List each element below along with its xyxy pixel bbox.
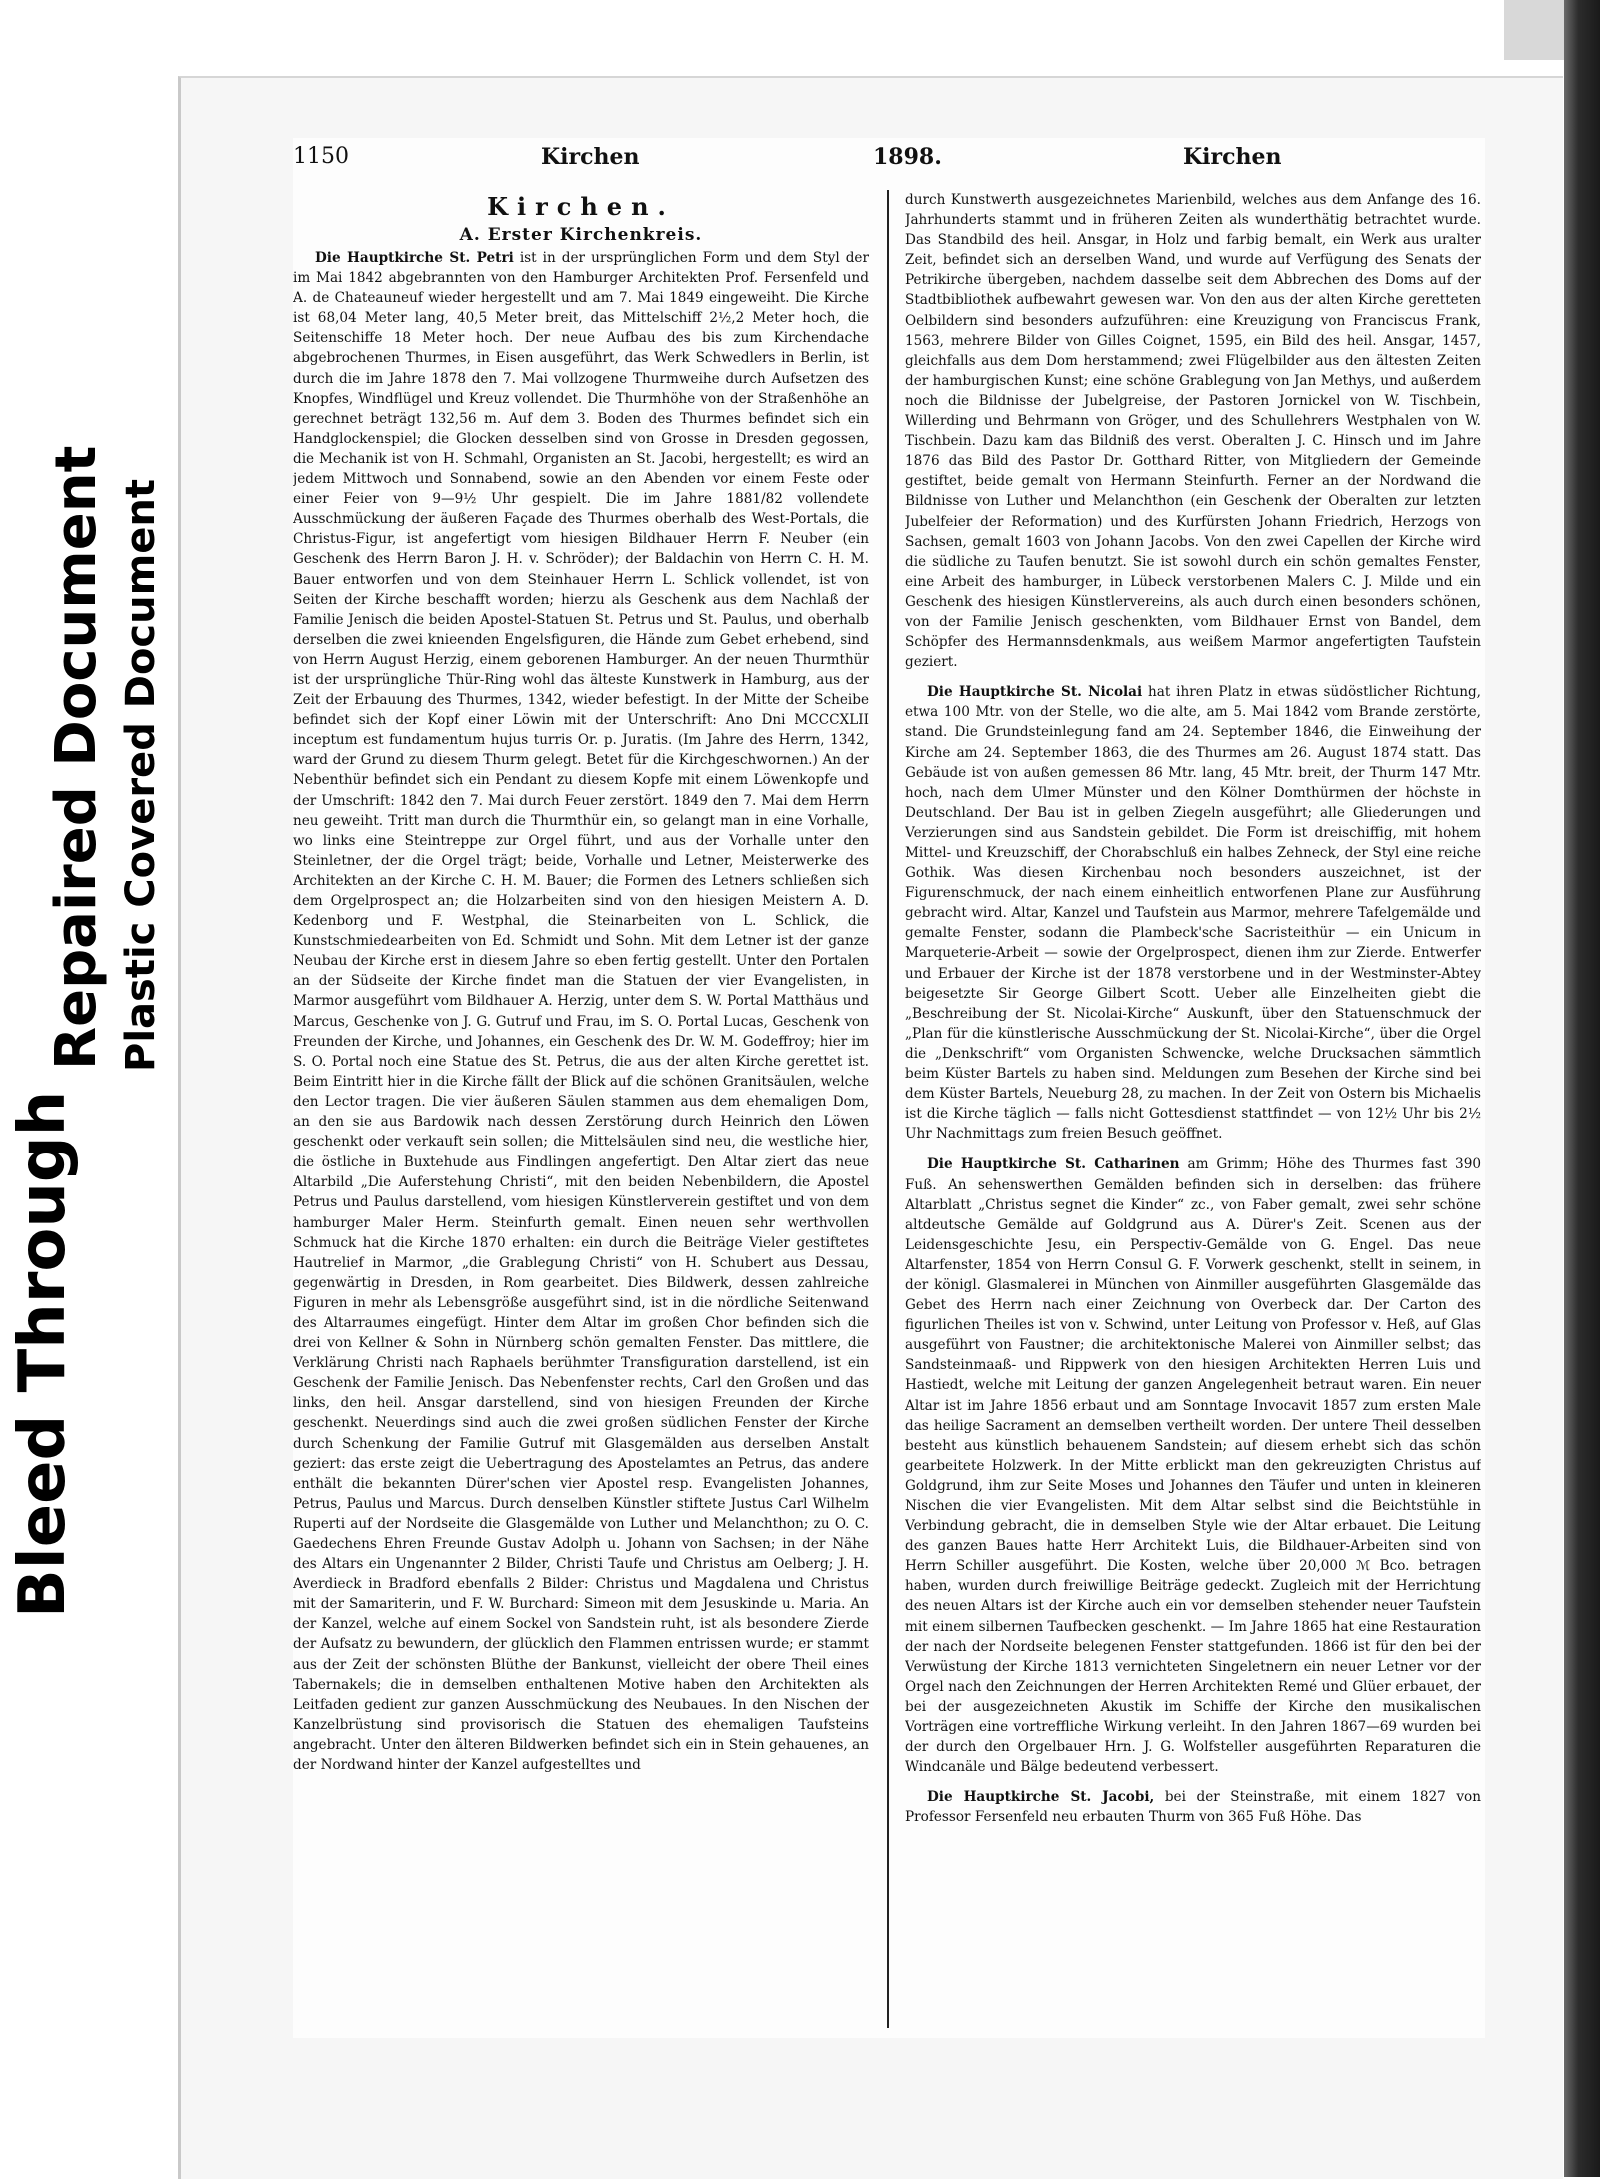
petri-text: ist in der ursprünglichen Form und dem Styl der im Mai 1842 abgebrannten von den Hamburger Architekten Prof. Fersenfeld und A. de Chateauneuf wieder hergestellt und am 7. Mai 1849 eingeweiht. Die Kirche ist 68,04 Meter lang, 40,5 Meter breit, das Mittelschiff 2½,2 Meter hoch, die Seitenschiffe 18 Meter hoch. Der neue Aufbau des bis zum Kirchendache abgebrochenen Thurmes, in Eisen ausgeführt, das Werk Schwedlers in Berlin, ist durch die im Jahre 1878 den 7. Mai vollzogene Thurmweihe durch Aufsetzen des Knopfes, Windflügel und Kreuz vollendet. Die Thurmhöhe von der Straßenhöhe an gerechnet beträgt 132,56 m. Auf dem 3. Boden des Thurmes befindet sich ein Handglockenspiel; die Glocken desselben sind von Grosse in Dresden gegossen, die Mechanik ist von H. Schmahl, Organisten an St. Jacobi, hergestellt; es wird an jedem Mittwoch und Sonnabend, sowie an den Abenden vor einem Feste oder einer Feier von 9—9½ Uhr gespielt. Die im Jahre 1881/82 vollendete Ausschmückung der äußeren Façade des Thurmes oberhalb des West-Portals, die Christus-Figur, ist angefertigt vom hiesigen Bildhauer Herrn F. Neuber (ein Geschenk des Herrn Baron J. H. v. Schröder); der Baldachin von Herrn C. H. M. Bauer entworfen und von dem Steinhauer Herrn L. Schlick vollendet, ist von Seiten der Kirche beschafft worden; hierzu als Geschenk aus dem Nachlaß der Familie Jenisch die beiden Apostel-Statuen St. Petrus und St. Paulus, und oberhalb derselben die zwei knieenden Engelsfiguren, die Hände zum Gebet erhebend, sind von Herrn August Herzig, einem geborenen Hamburger. An der neuen Thurmthür ist der ursprüngliche Thür-Ring wohl das älteste Kunstwerk in Hamburg, aus der Zeit der Erbauung des Thurmes, 1342, wieder befestigt. In der Mitte der Scheibe befindet sich der Kopf einer Löwin mit der Unterschrift: Ano Dni MCCCXLII inceptum est fundamentum hujus turris Or. p. Juratis. (Im Jahre des Herrn, 1342, ward der Grund zu diesem Thurm gelegt. Betet für die Kirchgeschwornen.) An der Nebenthür befindet sich ein Pendant zu diesem Kopfe mit einem Löwenkopfe und der Umschrift: 1842 den 7. Mai durch Feuer zerstört. 1849 den 7. Mai dem Herrn neu geweiht. Tritt man durch die Thurmthür ein, so gelangt man in eine Vorhalle, wo links eine Steintreppe zur Orgel führt, und aus der Vorhalle unter den Steinletner, der die Orgel trägt; beide, Vorhalle und Letner, Meisterwerke des Architekten an der Kirche C. H. M. Bauer; die Formen des Letners schließen sich dem Orgelprospect an; die Holzarbeiten sind von den hiesigen Meistern A. D. Kedenborg und F. Westphal, die Steinarbeiten von L. Schlick, die Kunstschmiedearbeiten von Ed. Schmidt und Sohn. Mit dem Letner ist der ganze Neubau der Kirche erst in diesem Jahre so eben fertig gestellt. Unter den Portalen an der Südseite der Kirche findet man die Statuen der vier Evangelisten, in Marmor ausgeführt vom Bildhauer A. Herzig, unter dem S. W. Portal Matthäus und Marcus, Geschenke von J. G. Gutruf und Frau, im S. O. Portal Lucas, Geschenk von Freunden der Kirche, und Johannes, ein Geschenk des Dr. W. M. Godeffroy; hier im S. O. Portal noch eine Statue des St. Petrus, die aus der alten Kirche gerettet ist. Beim Eintritt hier in die Kirche fällt der Blick auf die schönen Granitsäulen, welche den Lector tragen. Die vier äußeren Säulen stammen aus dem ehemaligen Dom, an den sie aus Bardowik nach dessen Zerstörung durch Heinrich den Löwen geschenkt oder verkauft sein sollen; die Mittelsäulen sind neu, die westliche hier, die östliche in Buxtehude aus Findlingen angefertigt. Den Altar ziert das neue Altarbild „Die Auferstehung Christi“, mit den beiden Nebenbildern, die Apostel Petrus und Paulus darstellend, vom hiesigen Künstlerverein gestiftet und von dem hamburger Maler Herm. Steinfurth gemalt. Einen neuen sehr werthvollen Schmuck hat die Kirche 1870 erhalten: ein durch die Beiträge Vieler gestiftetes Hautrelief in Marmor, „die Grablegung Christi“ von H. Schubert aus Dessau, gegenwärtig in Dresden, in Rom gearbeitet. Dies Bildwerk, dessen zahlreiche Figuren in mehr als Lebensgröße ausgeführt sind, ist in die nördliche Seitenwand des Altarraumes eingefügt. Hinter dem Altar im großen Chor befinden sich die drei von Kellner & Sohn in Nürnberg schön gemalten Fenster. Das mittlere, die Verklärung Christi nach Raphaels berühmter Transfiguration darstellend, ist ein Geschenk der Familie Jenisch. Das Nebenfenster rechts, Carl den Großen und das links, den heil. Ansgar darstellend, sind von hiesigen Freunden der Kirche geschenkt. Neuerdings sind auch die zwei großen südlichen Fenster der Kirche durch Schenkung der Familie Gutruf mit Glasgemälden aus derselben Anstalt geziert: das erste zeigt die Uebertragung des Apostelamtes an Petrus, das andere enthält die bekannten Dürer'schen vier Apostel resp. Evangelisten Johannes, Petrus, Paulus und Marcus. Durch denselben Künstler stiftete Justus Carl Wilhelm Ruperti auf der Nordseite die Glasgemälde von Luther und Melanchthon; zu O. C. Gaedechens Ehren Freunde Gustav Adolph u. Johann von Sachsen; in der Nähe des Altars ein Ungenannter 2 Bilder, Christi Taufe und Christus am Oelberg; J. H. Averdieck in Bradford ebenfalls 2 Bilder: Christus und Magdalena und Christus mit der Samariterin, und F. W. Burchard: Simeon mit dem Jesuskinde u. Maria. An der Kanzel, welche auf einem Sockel von Sandstein ruht, ist als besondere Zierde der Aufsatz zu bewundern, der glücklich den Flammen entrissen wurde; er stammt aus der Zeit der schönsten Blüthe der Bankunst, vielleicht der obere Theil eines Tabernakels; die in demselben enthaltenen Motive haben den Architekten als Leitfaden gedient zur ganzen Ausschmückung des Neubaues. In den Nischen der Kanzelbrüstung sind provisorisch die Statuen des ehemaligen Taufsteins angebracht. Unter den älteren Bildwerken befindet sich ein in Stein gehauenes, an der Nordwand hinter der Kanzel aufgestelltes und [293,250,869,1774]
catharinen-heading: Die Hauptkirche St. Catharinen [927,1156,1180,1173]
running-year: 1898. [873,144,942,170]
running-title-right: Kirchen [1183,144,1282,170]
running-head [293,138,1485,178]
scan-background [1504,0,1564,60]
petri-continuation: durch Kunstwerth ausgezeichnetes Marienbild, welches aus dem Anfange des 16. Jahrhunderts stammt und in früheren Zeiten als wunderthätig betrachtet wurde. Das Standbild des heil. Ansgar, in Holz und farbig bemalt, ein Werk aus uralter Zeit, befindet sich an derselben Wand, und wurde auf Verfügung des Senats der Petrikirche übergeben, nachdem dasselbe seit dem Abbrechen des Doms auf der Stadtbibliothek aufbewahrt gewesen war. Von den aus der alten Kirche geretteten Oelbildern sind besonders aufzuführen: eine Kreuzigung von Franciscus Frank, 1563, mehrere Bilder von Gilles Coignet, 1595, ein Bild des heil. Ansgar, 1457, gleichfalls aus dem Dom herstammend; zwei Flügelbilder aus den ältesten Zeiten der hamburgischen Kunst; eine schöne Grablegung von Jan Methys, und außerdem noch die Bildnisse der Jubelgreise, der Pastoren Jornickel von W. Tischbein, Willerding und Behrmann von Gröger, und des Schullehrers Westphalen von W. Tischbein. Dazu kam das Bildniß des verst. Oberalten J. C. Hinsch und im Jahre 1876 das Bild des Pastor Dr. Gotthard Ritter, von Mitgliedern der Gemeinde gestiftet, beide gemalt von Hermann Steinfurth. Ferner an der Nordwand die Bildnisse von Luther und Melanchthon (ein Geschenk der Oberalten zur letzten Jubelfeier der Reformation) und des Kurfürsten Johann Friedrich, Herzogs von Sachsen, gemalt 1603 von Johann Jacobs. Von den zwei Capellen der Kirche wird die südliche zu Taufen benutzt. Sie ist sowohl durch ein schön gemaltes Fenster, eine Arbeit des hamburger, in Lübeck verstorbenen Malers C. J. Milde und ein Geschenk des hiesigen Künstlervereins, als auch durch einen besonders schönen, von der Familie Jenisch geschenkten, vom Bildhauer Ernst von Bandel, dem Schöpfer des Hermannsdenkmals, aus weißem Marmor angefertigten Taufstein geziert. [905,192,1481,671]
running-title-left: Kirchen [541,144,640,170]
column-divider [887,190,889,2028]
jacobi-entry [905,1787,1481,1827]
repaired-document-label: Repaired Document [44,445,109,1070]
left-column [293,190,869,2030]
plastic-covered-label: Plastic Covered Document [118,478,164,1072]
section-subtitle: A. Erster Kirchenkreis. [459,225,703,245]
page-number: 1150 [293,144,349,169]
petri-entry [293,248,869,1775]
nicolai-entry [905,682,1481,1144]
catharinen-text: am Grimm; Höhe des Thurmes fast 390 Fuß. An sehenswerthen Gemälden befinden sich in derselben: das frühere Altarblatt „Christus segnet die Kinder“ zc., von Faber gemalt, zwei sehr schöne altdeutsche Gemälde auf Goldgrund aus A. Dürer's Zeit. Scenen aus der Leidensgeschichte Jesu, ein Perspectiv-Gemälde von G. Engel. Das neue Altarfenster, 1854 von Herrn Consul G. F. Vorwerk geschenkt, stellt in seinem, in der königl. Glasmalerei in München von Ainmiller ausgeführten Glasgemälde das Gebet des Herrn nach einer Zeichnung von Overbeck dar. Der Carton des figurlichen Theiles ist von v. Schwind, unter Leitung von Professor v. Heß, auf Glas ausgeführt von Faustner; die architektonische Malerei von Ainmiller selbst; das Sandsteinmaaß- und Rippwerk von den hiesigen Architekten Herren Luis und Hastiedt, welche mit Leitung der ganzen Angelegenheit betraut waren. Ein neuer Altar ist im Jahre 1856 erbaut und am Sonntage Invocavit 1857 zum ersten Male das heilige Sacrament an demselben vertheilt worden. Der untere Theil desselben besteht aus künstlich behauenem Sandstein; auf diesem erhebt sich das schön gearbeitete Holzwerk. In der Mitte erblickt man den gekreuzigten Christus auf Goldgrund, ihm zur Seite Moses und Johannes den Täufer und unten in kleineren Nischen die vier Evangelisten. Mit dem Altar selbst sind die Beichtstühle in Verbindung gebracht, die in demselben Style wie der Altar erbauet. Die Leitung des ganzen Baues hatte Herr Architekt Luis, die Bildhauer-Arbeiten sind von Herrn Schiller ausgeführt. Die Kosten, welche über 20,000 ℳ Bco. betragen haben, wurden durch freiwillige Beiträge gedeckt. Zugleich mit der Herrichtung des neuen Altars ist der Kirche auch ein vor demselben stehender neuer Taufstein mit einem silbernen Taufbecken geschenkt. — Im Jahre 1865 hat eine Restauration der nach der Nordseite belegenen Fenster stattgefunden. 1866 ist für den bei der Verwüstung der Kirche 1813 vernichteten Singeletnern ein neuer Letner vor der Orgel nach den Zeichnungen der Herren Architekten Remé und Glüer erbauet, der bei der ausgezeichneten Akustik im Schiffe der Kirche den musikalischen Vorträgen eine vortreffliche Wirkung verleiht. In den Jahren 1867—69 wurden bei der durch den Orgelbauer Hrn. J. G. Wolfsteller ausgeführten Reparaturen die Windcanäle und Bälge bedeutend verbessert. [905,1156,1481,1776]
nicolai-text: hat ihren Platz in etwas südöstlicher Richtung, etwa 100 Mtr. von der Stelle, wo die alte, am 5. Mai 1842 vom Brande zerstörte, stand. Die Grundsteinlegung fand am 24. September 1846, die Einweihung der Kirche am 24. September 1863, die des Thurmes am 26. August 1874 statt. Das Gebäude ist von außen gemessen 86 Mtr. lang, 45 Mtr. breit, der Thurm 147 Mtr. hoch, nach dem Ulmer Münster und den Kölner Domthürmen der höchste in Deutschland. Der Bau ist in gelben Ziegeln ausgeführt; alle Gliederungen und Verzierungen sind aus Sandstein gebildet. Die Form ist dreischiffig, mit hohem Mittel- und Kreuzschiff, der Chorabschluß ein halbes Zehneck, der Styl eine reiche Gothik. Was diesen Kirchenbau noch besonders auszeichnet, ist der Figurenschmuck, der nach einem einheitlich entworfenen Plane zur Ausführung gebracht wird. Altar, Kanzel und Taufstein aus Marmor, mehrere Tafelgemälde und gemalte Fenster, sodann die Plambeck'sche Sacristeithür — ein Unicum in Marqueterie-Arbeit — sowie der Orgelprospect, dienen ihm zur Zierde. Entwerfer und Erbauer der Kirche ist der 1878 verstorbene und in der Westminster-Abtey beigesetzte Sir George Gilbert Scott. Ueber alle Einzelheiten giebt die „Beschreibung der St. Nicolai-Kirche“ Auskunft, über den Statuenschmuck der „Plan für die künstlerische Ausschmückung der St. Nicolai-Kirche“, über die Orgel die „Denkschrift“ vom Organisten Schwencke, welche Drucksachen sämmtlich beim Küster Bartels zu haben sind. Meldungen zum Besehen der Kirche sind bei dem Küster Bartels, Neueburg 28, zu machen. In der Zeit von Ostern bis Michaelis ist die Kirche täglich — falls nicht Gottesdienst stattfindet — von 12½ Uhr bis 2½ Uhr Nachmittags zum freien Besuch geöffnet. [905,684,1481,1143]
right-column [905,190,1481,2030]
nicolai-heading: Die Hauptkirche St. Nicolai [927,684,1143,701]
jacobi-text: bei der Steinstraße, mit einem 1827 von Professor Fersenfeld neu erbauten Thurm von 365 Fuß Höhe. Das [905,1789,1481,1826]
catharinen-entry [905,1154,1481,1777]
document-page [293,138,1485,2038]
bleed-through-label: Bleed Through [6,1090,80,1618]
jacobi-heading: Die Hauptkirche St. Jacobi, [927,1789,1155,1806]
section-title: Kirchen. [487,192,675,221]
scan-edge [1564,0,1600,2177]
petri-heading: Die Hauptkirche St. Petri [315,250,514,266]
